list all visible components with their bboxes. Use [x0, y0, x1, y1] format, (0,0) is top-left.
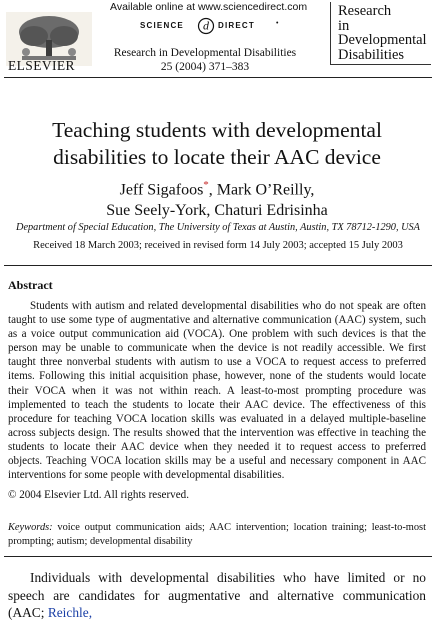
abstract-paragraph: Students with autism and related developmental disabilities who do not speak are often taught to use some type of augmentative and alternative communication (AAC) system, such as a voice output communication aid (VOCA). One problem with such devices is that the person may be unable to communicate when the device is not readily accessible. We first taught three nonverbal students with autism to use a VOCA to request access to preferred items. Following this initial acquisition phase, however, none of the students would locate their VOCA when it was not within reach. A least-to-most prompting procedure was implemented to teach the students to locate their AAC device. The effectiveness of this procedure for teaching VOCA location skills was evaluated in a delayed multiple-baseline across subjects design. The results showed that the intervention was effective in teaching the students to locate their AAC device when they needed it to request access to preferred objects. Teaching VOCA location skills may be a useful and necessary component in AAC interventions for some people with developmental disabilities. — [8, 300, 426, 482]
header-rule — [4, 77, 432, 78]
keywords-label: Keywords: — [8, 522, 53, 533]
author-sigafoos[interactable]: Jeff Sigafoos — [119, 181, 204, 199]
copyright-line: © 2004 Elsevier Ltd. All rights reserved. — [8, 489, 189, 501]
journal-name: Research in Developmental Disabilities — [113, 47, 297, 59]
journal-box-line: Research — [338, 3, 392, 19]
elsevier-logo-text: ELSEVIER — [8, 58, 75, 73]
title-line: disabilities to locate their AAC device — [53, 145, 381, 169]
abstract-text — [8, 299, 426, 482]
sciencedirect-mark-icon — [196, 17, 216, 35]
journal-box-line: in — [338, 17, 350, 34]
journal-box-line: Developmental — [338, 32, 427, 48]
abstract-top-rule — [4, 265, 432, 266]
citation-link-reichle[interactable]: Reichle, — [47, 605, 93, 620]
available-online-text: Available online at www.sciencedirect.com — [110, 1, 308, 13]
body-paragraph — [8, 569, 426, 622]
keywords-list: voice output communication aids; AAC intervention; location training; least-to-most prompting; autism; developmental disability — [8, 522, 426, 547]
direct-word: DIRECT — [218, 21, 255, 30]
keywords-bottom-rule — [4, 556, 432, 557]
title-line: Teaching students with developmental — [52, 118, 382, 142]
abstract-heading: Abstract — [8, 278, 53, 292]
keywords — [8, 521, 426, 548]
journal-box-line: Disabilities — [338, 46, 405, 63]
journal-citation: 25 (2004) 371–383 — [160, 61, 250, 73]
article-title — [8, 117, 426, 171]
sciencedirect-logo — [118, 17, 290, 35]
affiliation: Department of Special Education, The University of Texas at Austin, Austin, TX 78712-1290, USA — [16, 222, 420, 233]
author-list — [8, 175, 426, 221]
science-word: SCIENCE — [140, 21, 184, 30]
journal-reference — [110, 46, 300, 74]
direct-dot: • — [276, 20, 279, 27]
authors-line: Sue Seely-York, Chaturi Edrisinha — [106, 202, 328, 220]
authors-rest: , Mark O’Reilly, — [208, 181, 315, 199]
journal-box-title — [338, 4, 430, 62]
svg-text:d: d — [203, 18, 209, 33]
received-dates: Received 18 March 2003; received in revised form 14 July 2003; accepted 15 July 2003 — [33, 240, 403, 251]
body-text: Individuals with developmental disabilities who have limited or no speech are candidates for augmentative and alternative communication (AAC; — [8, 570, 426, 620]
corresponding-author-mark[interactable]: * — [203, 179, 209, 191]
